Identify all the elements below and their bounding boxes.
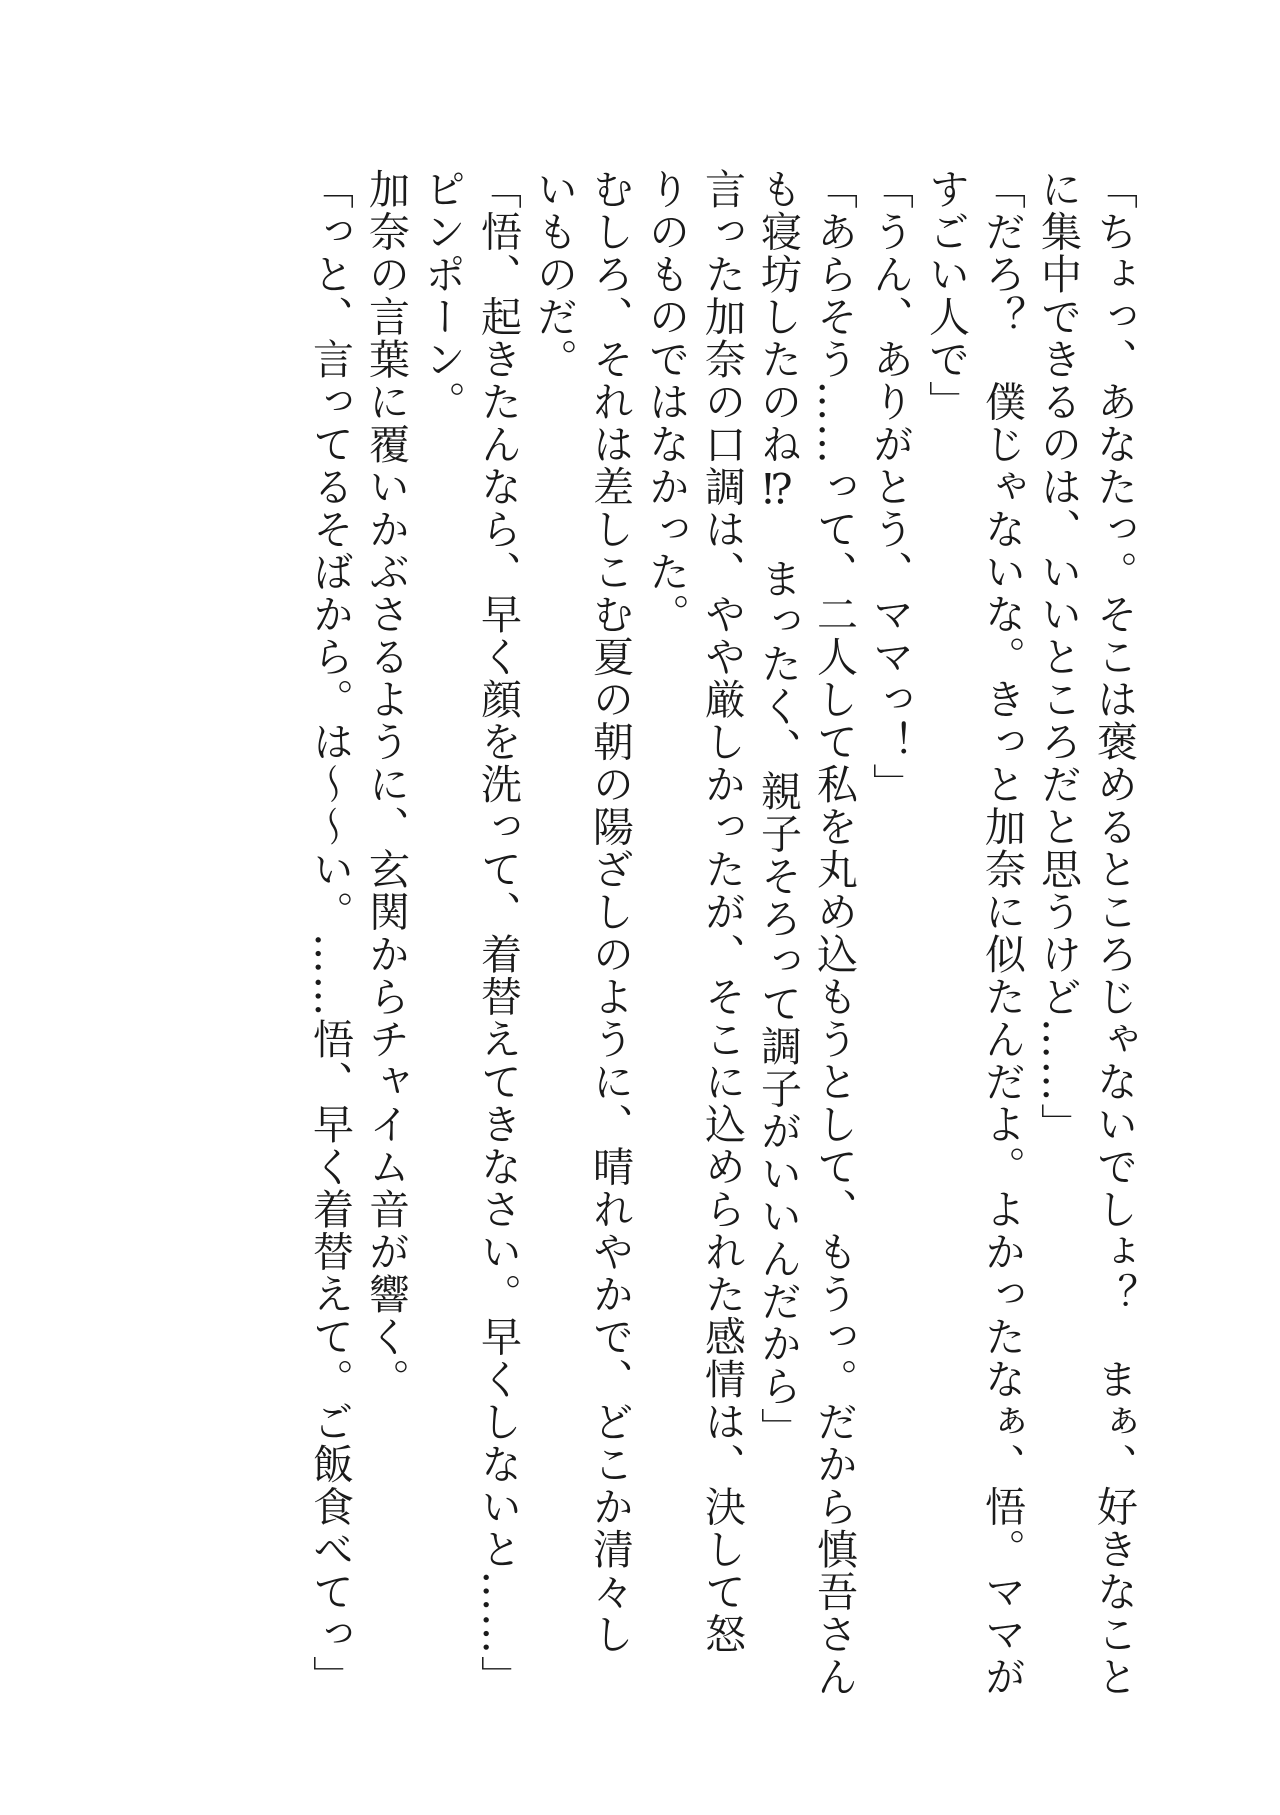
text-line-7: も寝坊したのね⁉ まったく、親子そろって調子がいいんだから」 — [754, 168, 802, 1450]
text-line-11: いものだ。 — [530, 168, 578, 381]
text-line-14: 加奈の言葉に覆いかぶさるように、玄関からチャイム音が響く。 — [362, 168, 410, 1401]
text-line-13: ピンポーン。 — [418, 168, 466, 423]
text-line-4: すごい人で」 — [922, 168, 970, 423]
text-line-15: 「っと、言ってるそばから。は〜〜い。……悟、早く着替えて。ご飯食べてっ」 — [306, 168, 354, 1698]
text-line-2: に集中できるのは、いいところだと思うけど……」 — [1034, 168, 1082, 1146]
text-line-1: 「ちょっ、あなたっ。そこは褒めるところじゃないでしょ？ まぁ、好きなこと — [1090, 168, 1138, 1698]
text-line-9: りのものではなかった。 — [642, 168, 690, 636]
text-line-5: 「うん、ありがとう、ママっ！」 — [866, 168, 914, 806]
text-line-12: 「悟、起きたんなら、早く顔を洗って、着替えてきなさい。早くしないと……」 — [474, 168, 522, 1698]
text-line-10: むしろ、それは差しこむ夏の朝の陽ざしのように、晴れやかで、どこか清々し — [586, 168, 634, 1656]
text-line-8: 言った加奈の口調は、やや厳しかったが、そこに込められた感情は、決して怒 — [698, 168, 746, 1656]
text-line-3: 「だろ？ 僕じゃないな。きっと加奈に似たんだよ。よかったなぁ、悟。ママが — [978, 168, 1026, 1698]
text-line-6: 「あらそう……って、二人して私を丸め込もうとして、もうっ。だから慎吾さん — [810, 168, 858, 1698]
vertical-text-body — [302, 168, 1142, 1728]
